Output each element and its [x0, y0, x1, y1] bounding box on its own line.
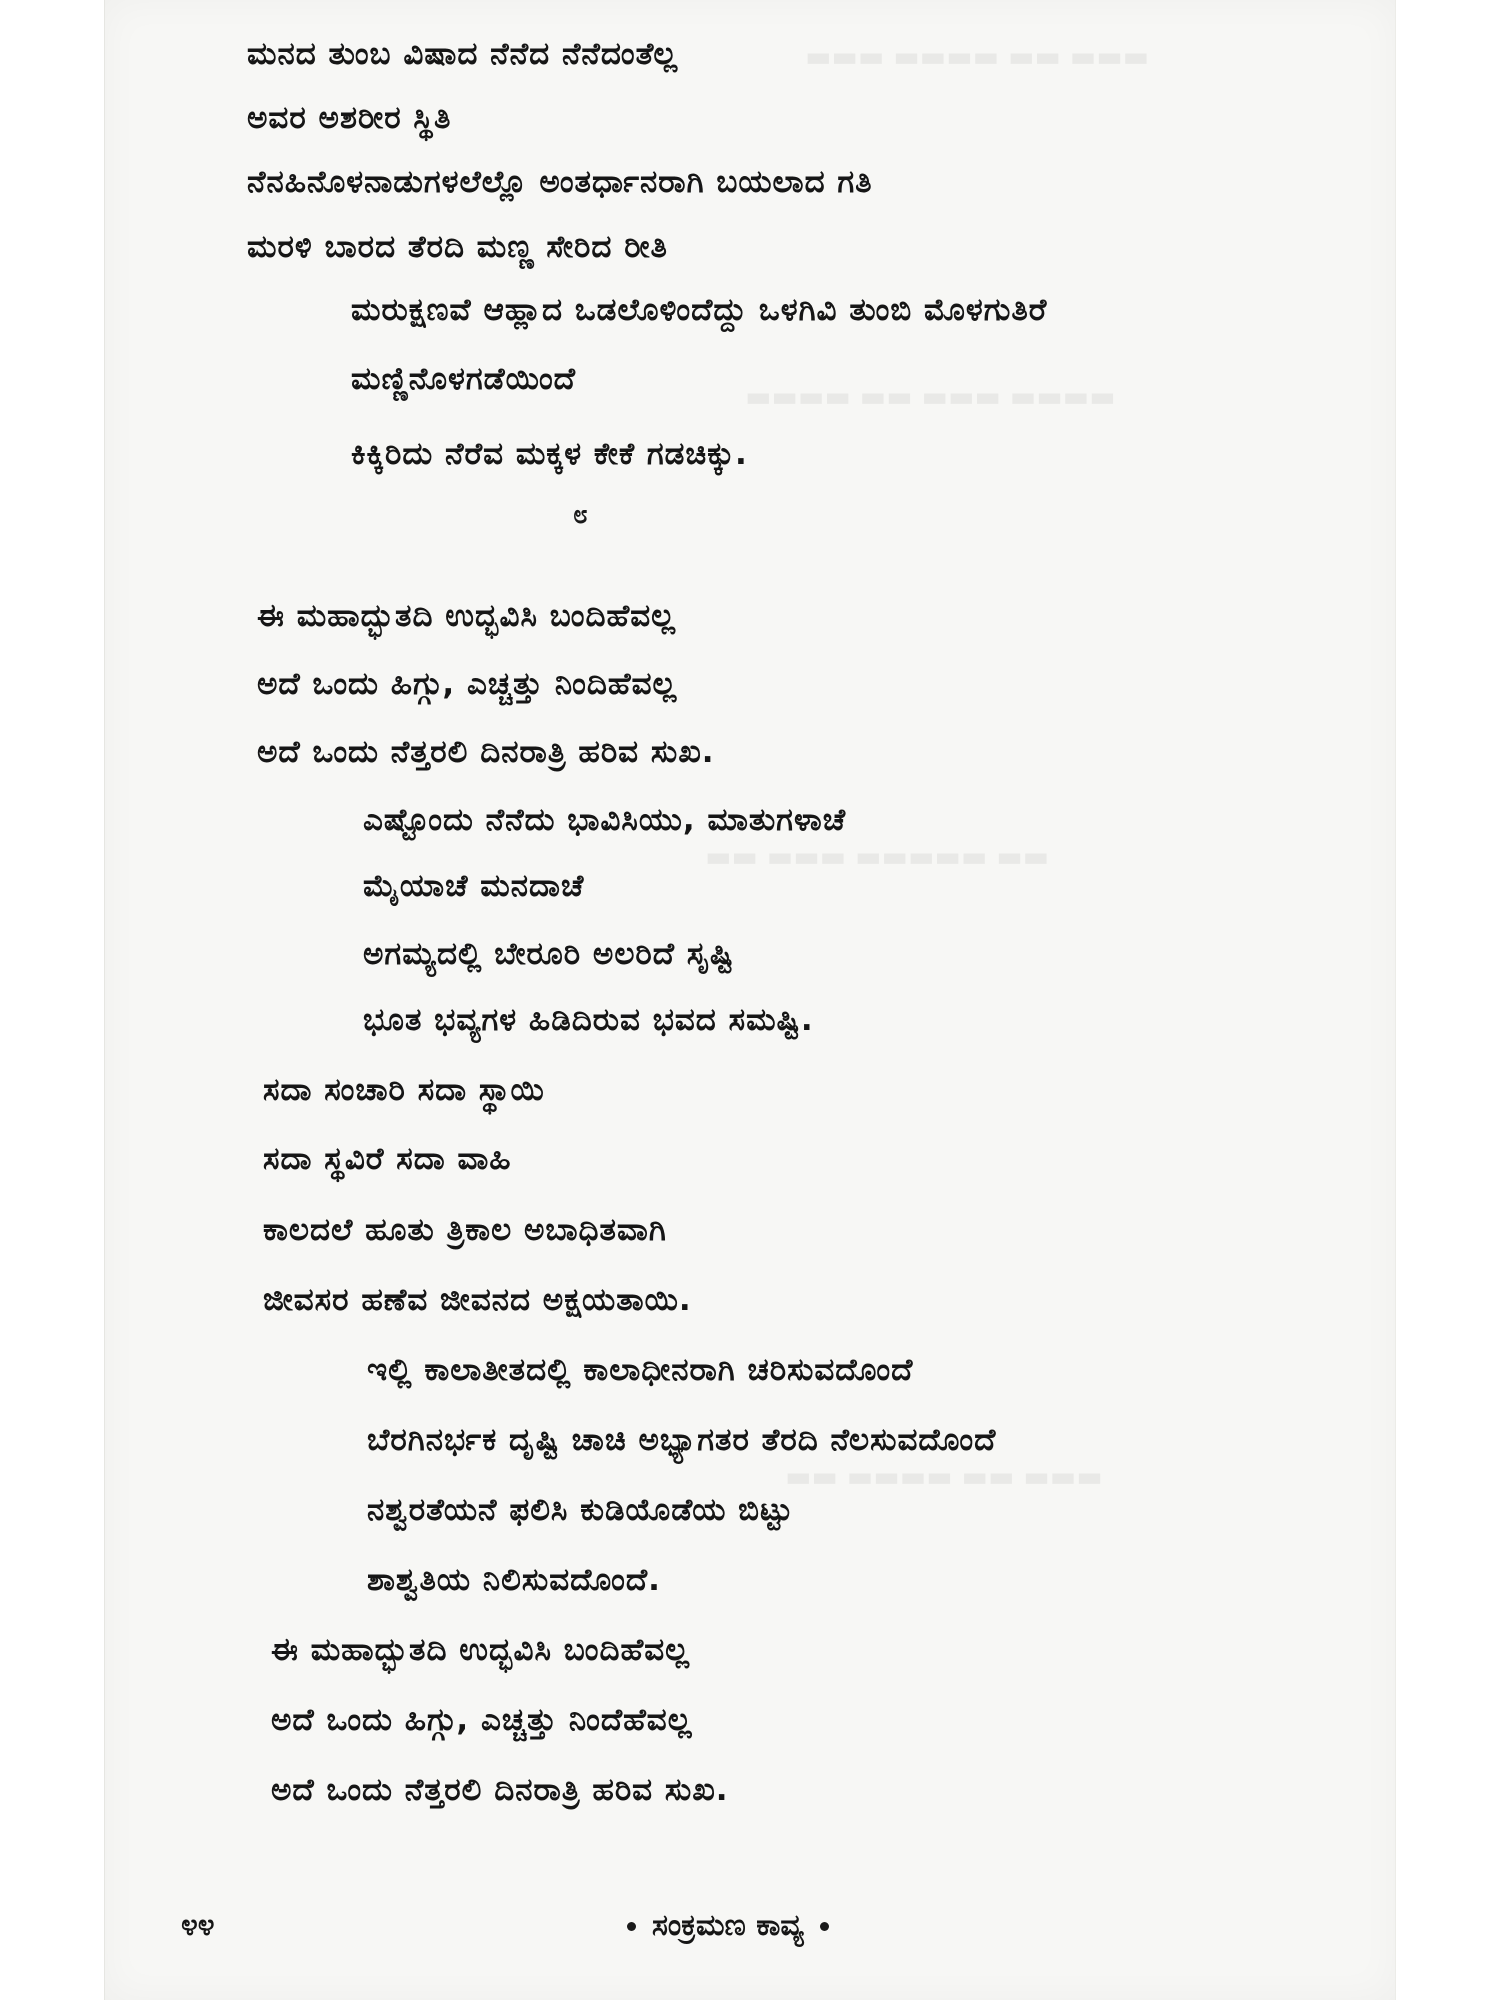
poem-line: ಶಾಶ್ವತಿಯ ನಿಲಿಸುವದೊಂದೆ.	[367, 1562, 661, 1598]
poem-line: ಸದಾ ಸ್ಥವಿರೆ ಸದಾ ವಾಹಿ	[263, 1141, 512, 1177]
bleed-through-texture: ▬▬▬ ▬▬ ▬▬▬▬ ▬▬▬	[805, 40, 1150, 73]
poem-line: ಈ ಮಹಾದ್ಭುತದಿ ಉದ್ಭವಿಸಿ ಬಂದಿಹೆವಲ್ಲ	[257, 598, 676, 634]
bleed-through-texture: ▬▬▬▬ ▬▬▬ ▬▬ ▬▬▬▬	[745, 380, 1116, 413]
poem-line: ಎಷ್ಟೊಂದು ನೆನೆದು ಭಾವಿಸಿಯು, ಮಾತುಗಳಾಚೆ	[363, 802, 847, 838]
poem-line: ಸದಾ ಸಂಚಾರಿ ಸದಾ ಸ್ಥಾಯಿ	[263, 1072, 545, 1108]
poem-line: ಮಣ್ಣಿನೊಳಗಡೆಯಿಂದೆ	[351, 361, 576, 397]
poem-line: ಅದೆ ಒಂದು ಹಿಗ್ಗು, ಎಚ್ಚತ್ತು ನಿಂದೆಹೆವಲ್ಲ	[271, 1702, 693, 1738]
poem-line: ಬೆರಗಿನರ್ಭಕ ದೃಷ್ಟಿ ಚಾಚಿ ಅಭ್ಯಾಗತರ ತೆರದಿ ನೆಲಸುವದೊಂದೆ	[367, 1422, 997, 1458]
book-title: ಸಂಕ್ರಮಣ ಕಾವ್ಯ	[652, 1908, 804, 1943]
poem-line: ಅಗಮ್ಯದಲ್ಲಿ ಬೇರೂರಿ ಅಲರಿದೆ ಸೃಷ್ಟಿ	[363, 936, 735, 972]
poem-line: ಇಲ್ಲಿ ಕಾಲಾತೀತದಲ್ಲಿ ಕಾಲಾಧೀನರಾಗಿ ಚರಿಸುವದೊಂದೆ	[367, 1352, 914, 1388]
poem-line: ನೆನಹಿನೊಳನಾಡುಗಳಲೆಲ್ಲೊ ಅಂತರ್ಧಾನರಾಗಿ ಬಯಲಾದ ಗತಿ	[247, 164, 873, 200]
poem-line: ಅದೆ ಒಂದು ನೆತ್ತರಲಿ ದಿನರಾತ್ರಿ ಹರಿವ ಸುಖ.	[271, 1772, 729, 1808]
poem-line: ಅದೆ ಒಂದು ಹಿಗ್ಗು, ಎಚ್ಚತ್ತು ನಿಂದಿಹೆವಲ್ಲ	[257, 666, 678, 702]
poem-line: ಈ ಮಹಾದ್ಭುತದಿ ಉದ್ಭವಿಸಿ ಬಂದಿಹೆವಲ್ಲ	[271, 1632, 690, 1668]
poem-line: ಮರಳಿ ಬಾರದ ತೆರದಿ ಮಣ್ಣ ಸೇರಿದ ರೀತಿ	[247, 229, 668, 265]
poem-line: ಅವರ ಅಶರೀರ ಸ್ಥಿತಿ	[247, 100, 452, 136]
page-number: ೪೪	[181, 1908, 215, 1943]
poem-line: ಮರುಕ್ಷಣವೆ ಆಹ್ಲಾದ ಒಡಲೊಳಿಂದೆದ್ದು ಒಳಗಿವಿ ತುಂಬಿ ಮೊಳಗುತಿರೆ	[351, 292, 1048, 328]
poem-line: ಜೀವಸರ ಹಣೆವ ಜೀವನದ ಅಕ್ಷಯತಾಯಿ.	[263, 1282, 692, 1318]
bleed-through-texture: ▬▬▬ ▬▬ ▬▬▬▬ ▬▬	[785, 1460, 1103, 1493]
poem-line: ಮನದ ತುಂಬ ವಿಷಾದ ನೆನೆದ ನೆನೆದಂತೆಲ್ಲ	[247, 36, 679, 72]
bleed-through-texture: ▬▬ ▬▬▬▬▬ ▬▬▬ ▬▬	[705, 840, 1050, 873]
bullet-icon	[820, 1922, 829, 1931]
book-page	[104, 0, 1396, 2000]
running-footer	[611, 1906, 845, 1946]
poem-line: ಮೈಯಾಚೆ ಮನದಾಚೆ	[363, 868, 585, 904]
section-marker: ೮	[573, 500, 588, 530]
poem-line: ಕಿಕ್ಕಿರಿದು ನೆರೆವ ಮಕ್ಕಳ ಕೇಕೆ ಗಡಚಿಕ್ಕು.	[351, 436, 748, 472]
poem-line: ಅದೆ ಒಂದು ನೆತ್ತರಲಿ ದಿನರಾತ್ರಿ ಹರಿವ ಸುಖ.	[257, 734, 715, 770]
bullet-icon	[627, 1922, 636, 1931]
poem-line: ನಶ್ವರತೆಯನೆ ಫಲಿಸಿ ಕುಡಿಯೊಡೆಯ ಬಿಟ್ಟು	[367, 1492, 794, 1528]
poem-line: ಭೂತ ಭವ್ಯಗಳ ಹಿಡಿದಿರುವ ಭವದ ಸಮಷ್ಟಿ.	[363, 1002, 814, 1038]
poem-line: ಕಾಲದಲೆ ಹೂತು ತ್ರಿಕಾಲ ಅಬಾಧಿತವಾಗಿ	[263, 1212, 667, 1248]
